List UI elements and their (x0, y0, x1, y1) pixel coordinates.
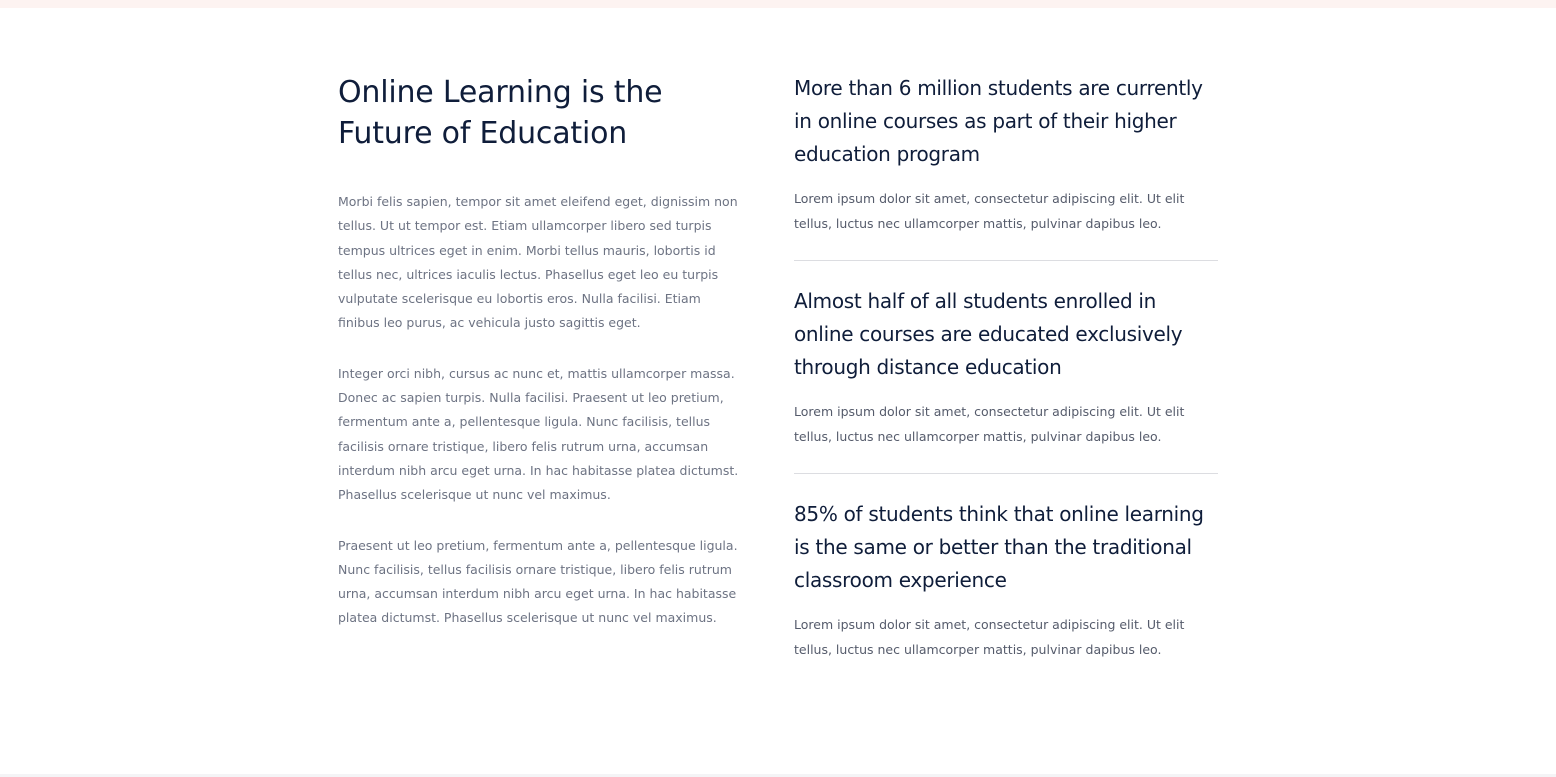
stat-heading: More than 6 million students are currently in online courses as part of their higher education program (794, 76, 1203, 166)
top-strip (0, 0, 1556, 8)
stat-item (794, 498, 1218, 686)
stat-description: Lorem ipsum dolor sit amet, consectetur adipiscing elit. Ut elit tellus, luctus nec ullamcorper mattis, pulvinar dapibus leo. (794, 404, 1185, 444)
stat-heading: Almost half of all students enrolled in online courses are educated exclusively through distance education (794, 289, 1183, 379)
stat-item (794, 72, 1218, 261)
stat-description: Lorem ipsum dolor sit amet, consectetur adipiscing elit. Ut elit tellus, luctus nec ullamcorper mattis, pulvinar dapibus leo. (794, 617, 1185, 657)
intro-column (338, 72, 740, 686)
intro-paragraph-2: Integer orci nibh, cursus ac nunc et, mattis ullamcorper massa. Donec ac sapien turpis. Nulla facilisi. Praesent ut leo pretium, fermentum ante a, pellentesque ligula. Nunc facilisis, tellus facilisis ornare tristique, libero felis rutrum urna, accumsan interdum nibh arcu eget urna. In hac habitasse platea dictumst. Phasellus scelerisque ut nunc vel maximus. (338, 365, 739, 503)
stat-item (794, 285, 1218, 474)
stat-heading: 85% of students think that online learning is the same or better than the traditional classroom experience (794, 502, 1204, 592)
stats-column (794, 72, 1218, 686)
stat-description: Lorem ipsum dolor sit amet, consectetur adipiscing elit. Ut elit tellus, luctus nec ullamcorper mattis, pulvinar dapibus leo. (794, 191, 1185, 231)
online-learning-section (338, 72, 1218, 686)
section-title: Online Learning is the Future of Education (338, 75, 663, 151)
intro-paragraph-1: Morbi felis sapien, tempor sit amet eleifend eget, dignissim non tellus. Ut ut tempor est. Etiam ullamcorper libero sed turpis tempus ultrices eget in enim. Morbi tellus mauris, lobortis id tellus nec, ultrices iaculis lectus. Phasellus eget leo eu turpis vulputate scelerisque eu lobortis eros. Nulla facilisi. Etiam finibus leo purus, ac vehicula justo sagittis eget. (338, 194, 738, 331)
intro-paragraph-3: Praesent ut leo pretium, fermentum ante a, pellentesque ligula. Nunc facilisis, tellus facilisis ornare tristique, libero felis rutrum urna, accumsan interdum nibh arcu eget urna. In hac habitasse platea dictumst. Phasellus scelerisque ut nunc vel maximus. (338, 537, 738, 626)
